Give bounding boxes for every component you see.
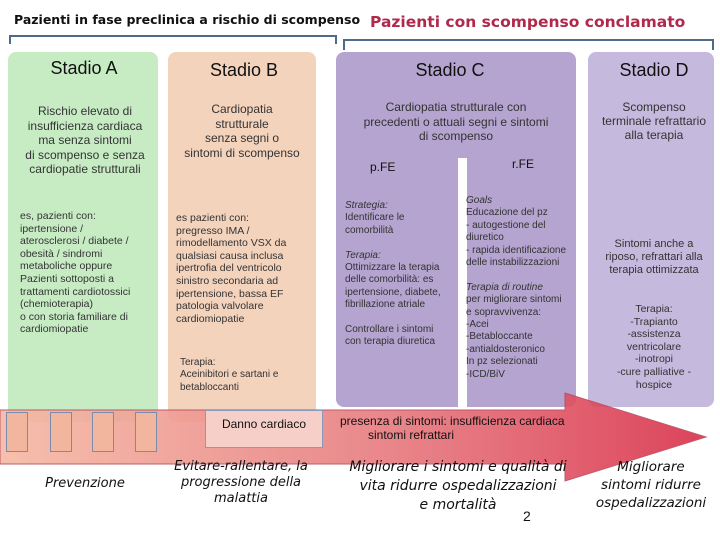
stage-d-symptoms: Sintomi anche a riposo, refrattari alla terapia ottimizzata (605, 238, 703, 276)
stage-b-title: Stadio B (209, 60, 279, 80)
page-number: 2 (523, 508, 531, 524)
goal-stage-c: Migliorare i sintomi e qualità di vita ridurre ospedalizzazioni e mortalità (349, 459, 567, 513)
stage-d-description: Scompenso terminale refrattario alla terapia (601, 100, 707, 142)
pfe-label: p.FE (370, 160, 396, 174)
stage-c-rfe-text: Goals Educazione del pz - autogestione del diuretico - rapida identificazione delle instabilizzazioni Terapia di routine per migliorare sintomi e sopravvivenza: -Acei -Betabloccante -antialdosteronico In pz selezionati -ICD/BiV (466, 195, 567, 380)
symptoms-arrow-label: presenza di sintomi: insufficienza cardiaca sintomi refrattari (340, 414, 565, 442)
preclinical-bracket (10, 36, 336, 44)
stage-a-description: Rischio elevato di insufficienza cardiaca ma senza sintomi di scompenso e senza cardiopatie strutturali (25, 104, 145, 176)
stage-a-patients: es, pazienti con: ipertensione / aterosclerosi / diabete / obesità / sindromi metaboliche oppure Pazienti sottoposti a trattamenti cardiotossici (chemioterapia) o con storia familiare di cardiomiopatie (20, 210, 131, 336)
damage-label: Danno cardiaco (205, 410, 323, 448)
stage-d-title: Stadio D (619, 60, 689, 80)
header-brackets (0, 0, 720, 52)
stage-c-description: Cardiopatia strutturale con precedenti o attuali segni e sintomi di scompenso (363, 100, 549, 143)
overt-failure-header: Pazienti con scompenso conclamato (370, 13, 686, 31)
arrow-block-1 (6, 412, 28, 452)
stage-b-patients: es pazienti con: pregresso IMA / rimodellamento VSX da qualsiasi causa inclusa ipertrofia del ventricolo sinistro secondaria ad ipertensione, bassa EF patologia valvolare cardiomiopatie (176, 212, 287, 325)
arrow-block-3 (92, 412, 114, 452)
overt-failure-bracket (344, 40, 713, 50)
rfe-label: r.FE (512, 157, 535, 171)
stage-a-title: Stadio A (50, 58, 118, 78)
goal-stage-b: Evitare-rallentare, la progressione della malattia (174, 459, 308, 506)
preclinical-header: Pazienti in fase preclinica a rischio di scompenso (14, 12, 361, 27)
arrow-block-4 (135, 412, 157, 452)
arrow-block-2 (50, 412, 72, 452)
stage-c-pfe-text: Strategia: Identificare le comorbilità Terapia: Ottimizzare la terapia delle comorbilità: es ipertensione, diabete, fibrillazione atriale Controllare i sintomi con terapia diuretica (345, 200, 441, 348)
goal-stage-a: Prevenzione (45, 476, 125, 491)
stage-c-title: Stadio C (415, 60, 485, 80)
goal-stage-d: Migliorare sintomi ridurre ospedalizzazioni (595, 459, 707, 511)
stage-b-therapy: Terapia: Aceinibitori e sartani e betabloccanti (180, 357, 279, 393)
stage-d-therapy: Terapia: -Trapianto -assistenza ventricolare -inotropi -cure palliative - hospice (616, 303, 692, 391)
stage-b-description: Cardiopatia strutturale senza segni o sintomi di scompenso (184, 102, 300, 160)
